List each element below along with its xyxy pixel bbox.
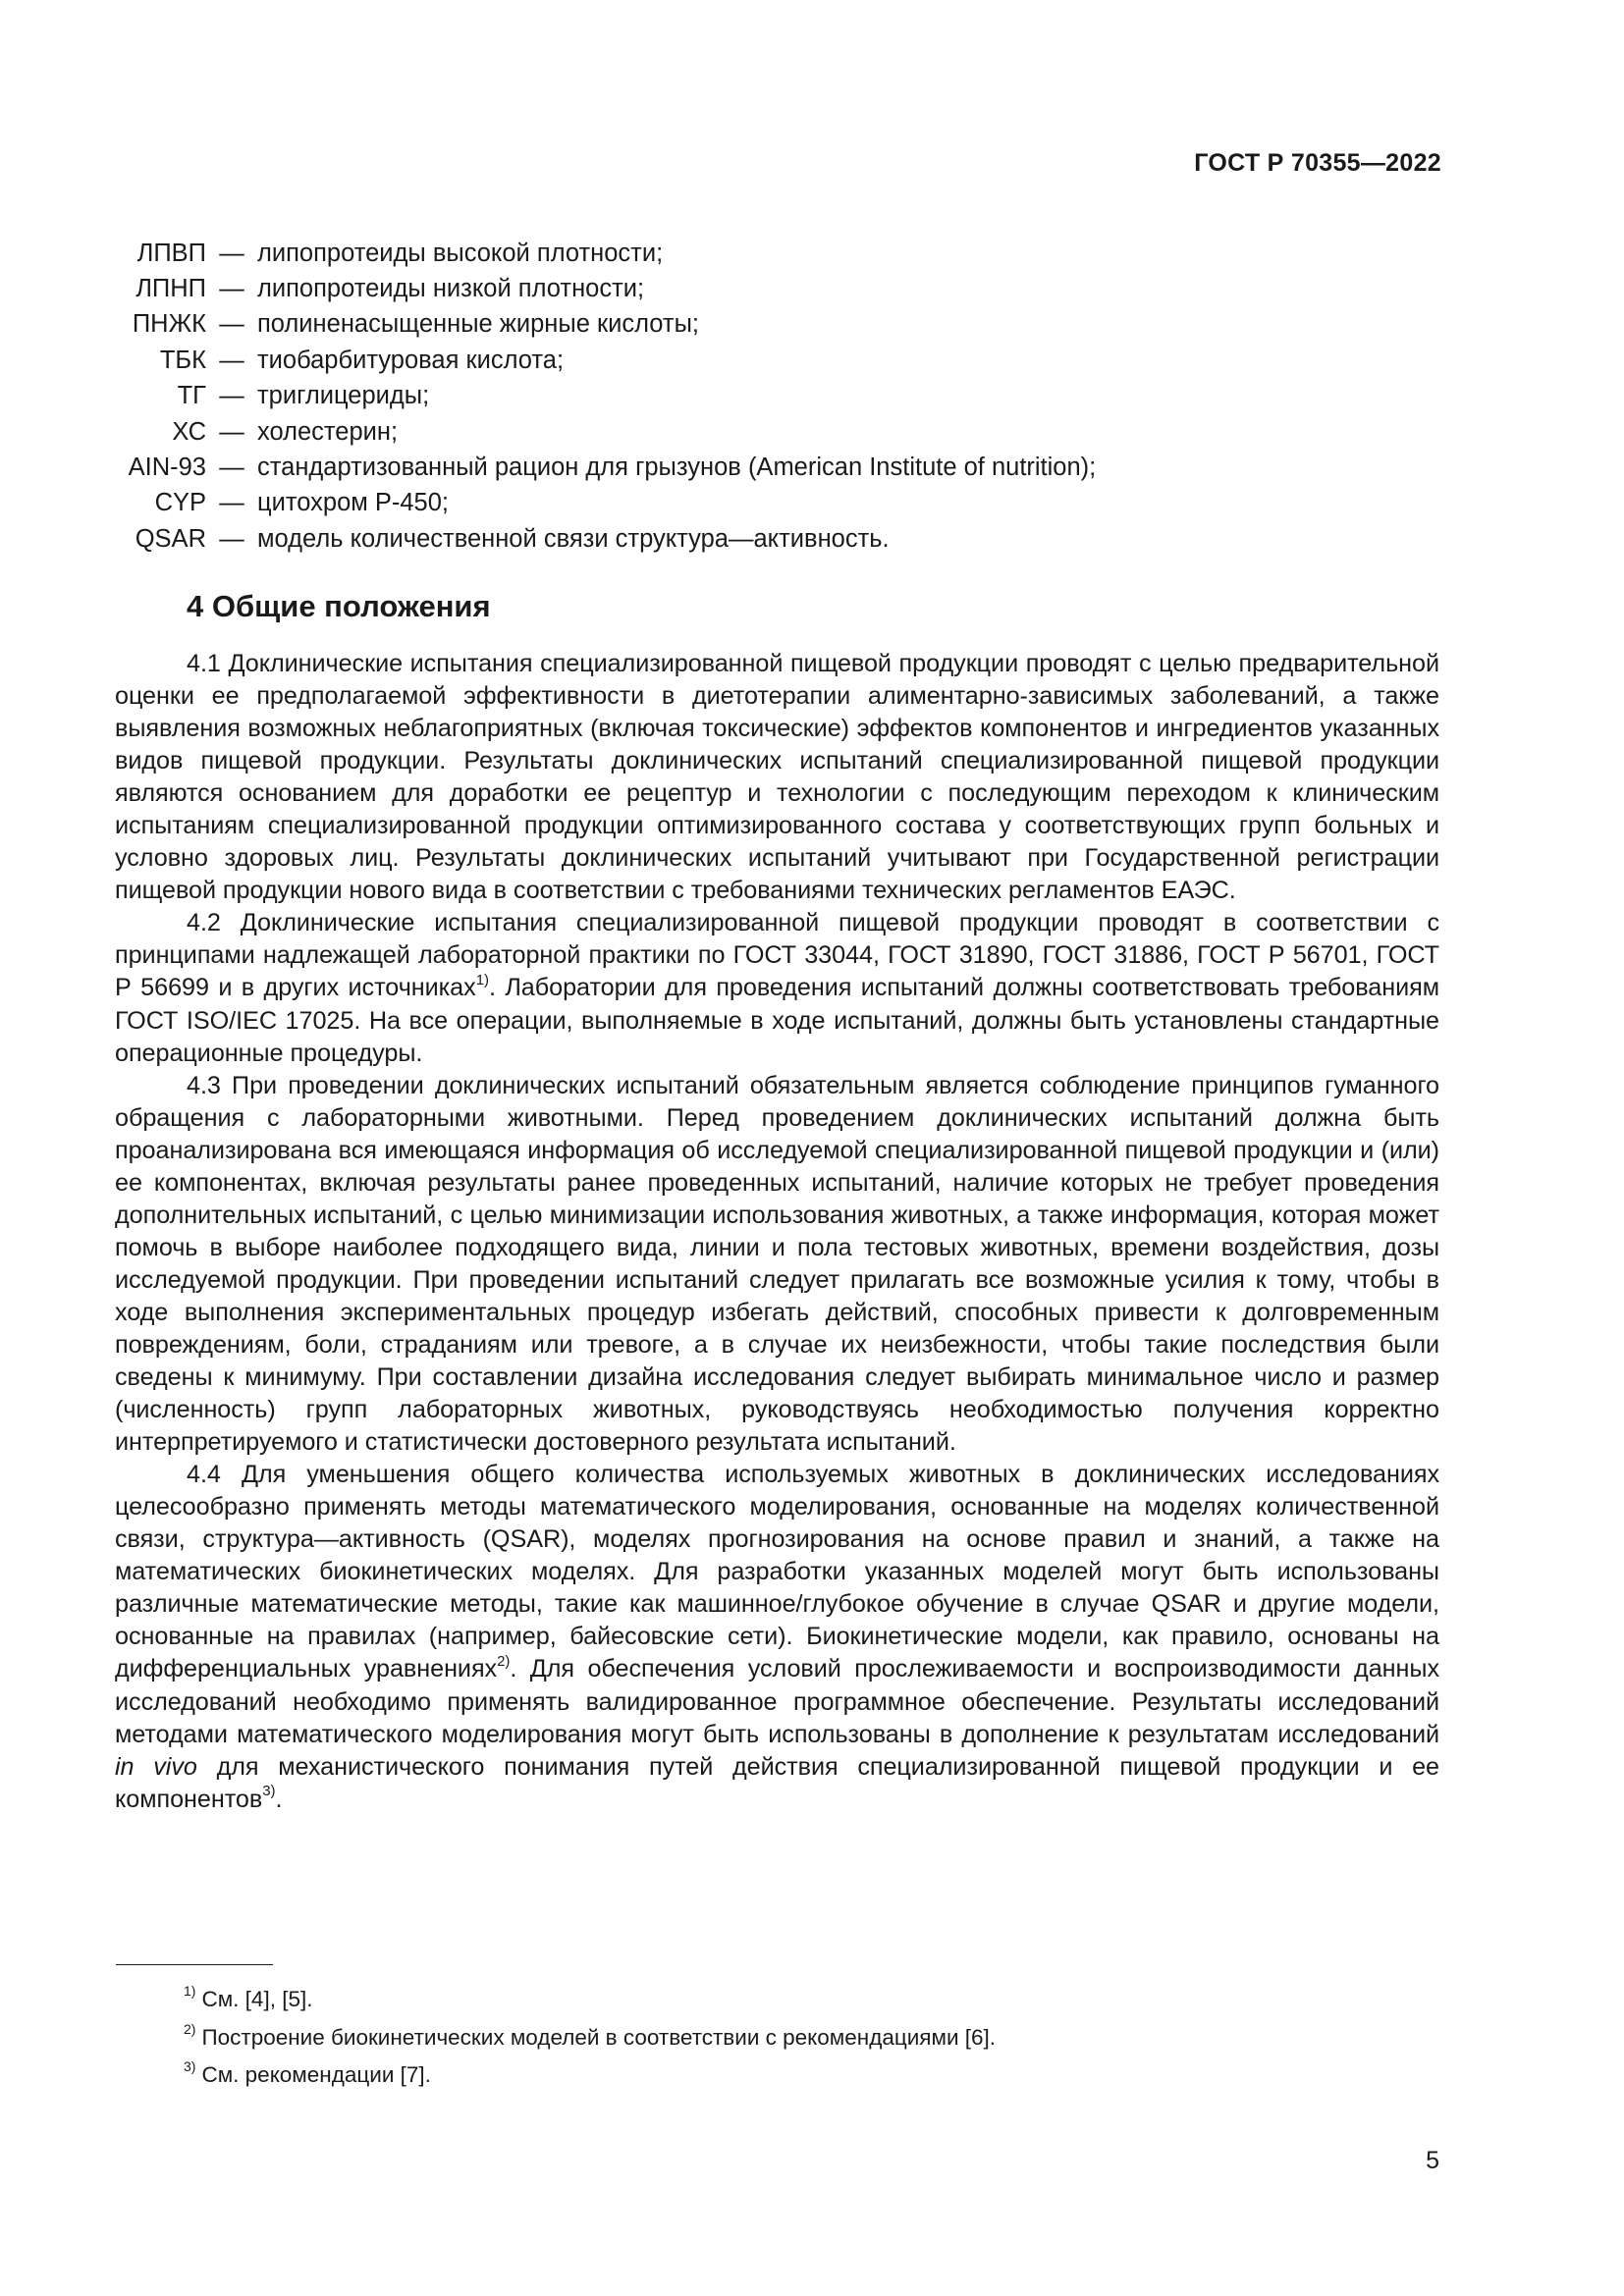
abbreviation-dash: — (219, 489, 244, 517)
abbreviation-term: AIN-93 (128, 454, 206, 482)
abbreviation-row (0, 450, 1624, 485)
abbreviation-dash: — (219, 310, 244, 339)
paragraph-text: . (275, 1785, 283, 1813)
abbreviation-row (0, 271, 1624, 306)
abbreviation-dash: — (219, 239, 244, 267)
paragraph-text: для механистического понимания путей действия специализированной пищевой продукции и ее компонентов (115, 1752, 1439, 1813)
footnote-mark: 2) (184, 2020, 196, 2037)
abbreviation-definition: модель количественной связи структура—активность. (257, 524, 890, 553)
footnote-mark: 3) (184, 2058, 196, 2075)
paragraph-4-2 (115, 907, 1439, 1069)
paragraph-4-1: 4.1 Доклинические испытания специализированной пищевой продукции проводят с целью предварительной оценки ее предполагаемой эффективности в диетотерапии алиментарно-зависимых заболеваний, а также выявления возможных неблагоприятных (включая токсические) эффектов компонентов и ингредиентов указанных видов пищевой продукции. Результаты доклинических испытаний специализированной пищевой продукции являются основанием для доработки ее рецептур и технологии с последующим переходом к клиническим испытаниям специализированной продукции оптимизированного состава у соответствующих групп больных и условно здоровых лиц. Результаты доклинических испытаний учитывают при Государственной регистрации пищевой продукции нового вида в соответствии с требованиями технических регламентов ЕАЭС. (115, 650, 1439, 905)
abbreviation-list (0, 236, 1624, 558)
footnote-ref-3[interactable]: 3) (262, 1783, 276, 1800)
footnote-text: См. [4], [5]. (201, 1987, 313, 2012)
footnote-text: См. рекомендации [7]. (201, 2062, 431, 2088)
abbreviation-row (0, 343, 1624, 378)
abbreviation-definition: тиобарбитуровая кислота; (257, 346, 565, 374)
abbreviation-definition: холестерин; (257, 417, 399, 446)
abbreviation-definition: триглицериды; (257, 382, 430, 410)
page-number: 5 (1426, 2147, 1439, 2174)
abbreviation-dash: — (219, 275, 244, 303)
abbreviation-definition: липопротеиды низкой плотности; (257, 275, 645, 303)
abbreviation-term: ЛПНП (135, 275, 206, 303)
abbreviation-row (0, 379, 1624, 414)
abbreviation-term: CYP (154, 489, 206, 517)
abbreviation-term: ТБК (159, 346, 206, 374)
abbreviation-dash: — (219, 382, 244, 410)
footnote-mark: 1) (184, 1983, 196, 2000)
paragraph-text: . Лаборатории для проведения испытаний должны соответствовать требованиям ГОСТ ISO/IEC 17025. На все операции, выполняемые в ходе испытаний, должны быть установлены стандартные операционные процедуры. (115, 974, 1439, 1067)
abbreviation-row (0, 521, 1624, 557)
paragraph-text: . Для обеспечения условий прослеживаемости и воспроизводимости данных исследований необходимо применять валидированное программное обеспечение. Результаты исследований методами математического моделирования могут быть использованы в дополнение к результатам исследований (115, 1655, 1439, 1748)
footnote-divider (116, 1964, 273, 1965)
paragraph-4-3: 4.3 При проведении доклинических испытаний обязательным является соблюдение принципов гуманного обращения с лабораторными животными. Перед проведением доклинических испытаний должна быть проанализирована вся имеющаяся информация об исследуемой специализированной пищевой продукции и (или) ее компонентах, включая результаты ранее проведенных испытаний, наличие которых не требует проведения дополнительных испытаний, с целью минимизации использования животных, а также информация, которая может помочь в выборе наиболее подходящего вида, линии и пола тестовых животных, времени воздействия, дозы исследуемой продукции. При проведении испытаний следует прилагать все возможные усилия к тому, чтобы в ходе выполнения экспериментальных процедур избегать действий, способных привести к долговременным повреждениям, боли, страданиям или тревоге, а в случае их неизбежности, чтобы такие последствия были сведены к минимуму. При составлении дизайна исследования следует выбирать минимальное число и размер (численность) групп лабораторных животных, руководствуясь необходимостью получения корректно интерпретируемого и статистически достоверного результата испытаний. (115, 1071, 1439, 1457)
abbreviation-definition: цитохром Р-450; (257, 489, 449, 517)
abbreviation-row (0, 486, 1624, 521)
abbreviation-row (0, 414, 1624, 450)
footnotes (184, 1981, 1362, 2095)
abbreviation-term: ПНЖК (132, 310, 206, 339)
abbreviation-dash: — (219, 524, 244, 553)
abbreviation-row (0, 307, 1624, 343)
section-heading: 4 Общие положения (187, 589, 491, 623)
italic-term: in vivo (115, 1752, 197, 1781)
abbreviation-term: ТГ (177, 382, 206, 410)
footnote (184, 2019, 1362, 2057)
document-code: ГОСТ Р 70355—2022 (1194, 149, 1441, 177)
footnote-ref-2[interactable]: 2) (497, 1653, 511, 1671)
footnote-ref-1[interactable]: 1) (475, 972, 489, 989)
footnote (184, 1981, 1362, 2019)
abbreviation-definition: липопротеиды высокой плотности; (257, 239, 664, 267)
footnote (184, 2056, 1362, 2095)
abbreviation-definition: стандартизованный рацион для грызунов (American Institute of nutrition); (257, 454, 1097, 482)
paragraph-text: 4.2 Доклинические испытания специализированной пищевой продукции проводят в соответствии с принципами надлежащей лабораторной практики по ГОСТ 33044, ГОСТ 31890, ГОСТ 31886, ГОСТ Р 56701, ГОСТ Р 56699 и в других источниках (115, 909, 1439, 1002)
abbreviation-term: QSAR (135, 524, 206, 553)
abbreviation-dash: — (219, 346, 244, 374)
abbreviation-term: ХС (172, 417, 206, 446)
paragraph-4-4 (115, 1459, 1439, 1816)
paragraph-text: 4.4 Для уменьшения общего количества используемых животных в доклинических исследованиях целесообразно применять методы математического моделирования, основанные на моделях количественной связи, структура—активность (QSAR), моделях прогнозирования на основе правил и знаний, а также на математических биокинетических моделях. Для разработки указанных моделей могут быть использованы различные математические методы, такие как машинное/глубокое обучение в случае QSAR и другие модели, основанные на правилах (например, байесовские сети). Биокинетические модели, как правило, основаны на дифференциальных уравнениях (115, 1461, 1439, 1683)
footnote-text: Построение биокинетических моделей в соответствии с рекомендациями [6]. (201, 2024, 997, 2050)
abbreviation-dash: — (219, 454, 244, 482)
abbreviation-definition: полиненасыщенные жирные кислоты; (257, 310, 699, 339)
abbreviation-dash: — (219, 417, 244, 446)
section-body (115, 648, 1439, 1816)
abbreviation-term: ЛПВП (136, 239, 206, 267)
abbreviation-row (0, 236, 1624, 271)
